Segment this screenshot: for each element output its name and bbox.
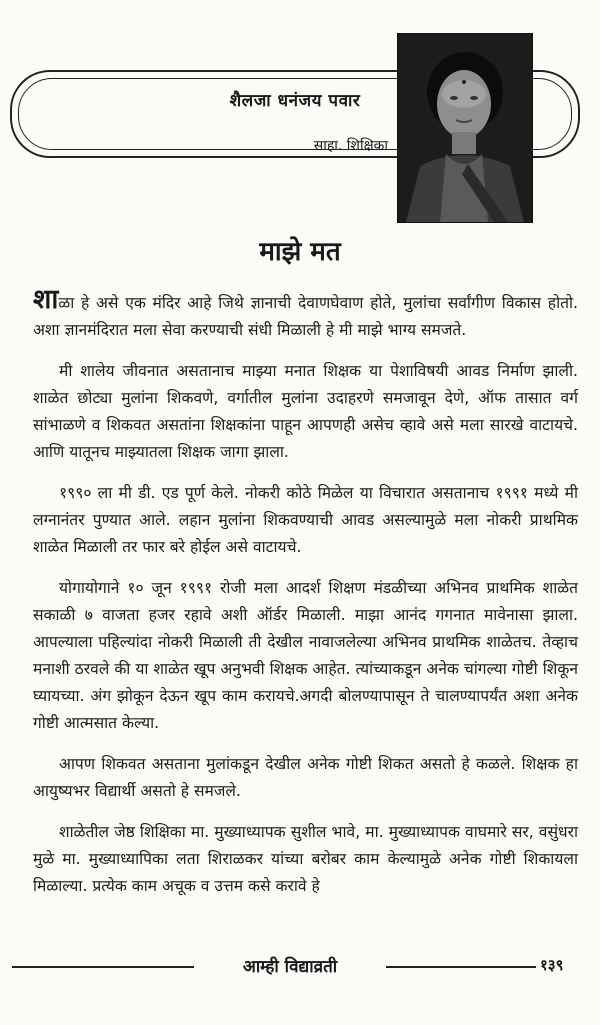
paragraph-1	[33, 284, 578, 344]
footer-rule-right	[386, 966, 536, 968]
footer-publication: आम्ही विद्याव्रती	[242, 957, 338, 977]
author-name: शैलजा धनंजय पवार	[229, 91, 361, 111]
author-photo	[397, 33, 533, 223]
paragraph-1-text: ळा हे असे एक मंदिर आहे जिथे ज्ञानाची देवाणघेवाण होते, मुलांचा सर्वांगीण विकास होतो. अशा ज्ञानमंदिरात मला सेवा करण्याची संधी मिळाली हे मी माझे भाग्य समजते.	[33, 294, 578, 339]
paragraph-4: योगायोगाने १० जून १९९१ रोजी मला आदर्श शिक्षण मंडळीच्या अभिनव प्राथमिक शाळेत सकाळी ७ वाजता हजर रहावे अशी ऑर्डर मिळाली. माझा आनंद गगनात मावेनासा झाला. आपल्याला पहिल्यांदा नोकरी मिळाली ती देखील नावाजलेल्या अभिनव प्राथमिक शाळेतच. तेव्हाच मनाशी ठरवले की या शाळेत खूप अनुभवी शिक्षक आहेत. त्यांच्याकडून अनेक चांगल्या गोष्टी शिकून घ्यायच्या. अंग झोकून देऊन खूप काम करायचे.अगदी बोलण्यापासून ते चालण्यापर्यंत अशा अनेक गोष्टी आत्मसात केल्या.	[33, 579, 578, 732]
footer-rule-left	[12, 966, 194, 968]
paragraph-3: १९९० ला मी डी. एड पूर्ण केले. नोकरी कोठे मिळेल या विचारात असतानाच १९९१ मध्ये मी लग्नानंतर पुण्यात आले. लहान मुलांना शिकवण्याची आवड असल्यामुळे मला नोकरी प्राथमिक शाळेत मिळाली तर फार बरे होईल असे वाटायचे.	[33, 484, 578, 556]
paragraph-2: मी शालेय जीवनात असतानाच माझ्या मनात शिक्षक या पेशाविषयी आवड निर्माण झाली. शाळेत छोट्या मुलांना शिकवणे, वर्गातील मुलांना उदाहरणे समजावून देणे, ऑफ तासात वर्ग सांभाळणे व शिकवत असतांना शिक्षकांना पाहून आपणही असेच व्हावे असे मला सारखे वाटायचे. आणि यातूनच माझ्यातला शिक्षक जागा झाला.	[33, 362, 578, 461]
paragraph-6: शाळेतील जेष्ठ शिक्षिका मा. मुख्याध्यापक सुशील भावे, मा. मुख्याध्यापक वाघमारे सर, वसुंधरा मुळे मा. मुख्याध्यापिका लता शिराळकर यांच्या बरोबर काम केल्यामुळे अनेक गोष्टी शिकायला मिळाल्या. प्रत्येक काम अचूक व उत्तम कसे करावे हे	[33, 823, 578, 895]
author-role: साहा. शिक्षिका	[313, 138, 388, 154]
article-body	[33, 284, 578, 914]
drop-cap: शा	[33, 284, 59, 315]
page-number: १३९	[540, 956, 564, 974]
paragraph-5: आपण शिकवत असताना मुलांकडून देखील अनेक गोष्टी शिकत असतो हे कळले. शिक्षक हा आयुष्यभर विद्यार्थी असतो हे समजले.	[33, 755, 578, 800]
article-title: माझे मत	[259, 237, 341, 267]
